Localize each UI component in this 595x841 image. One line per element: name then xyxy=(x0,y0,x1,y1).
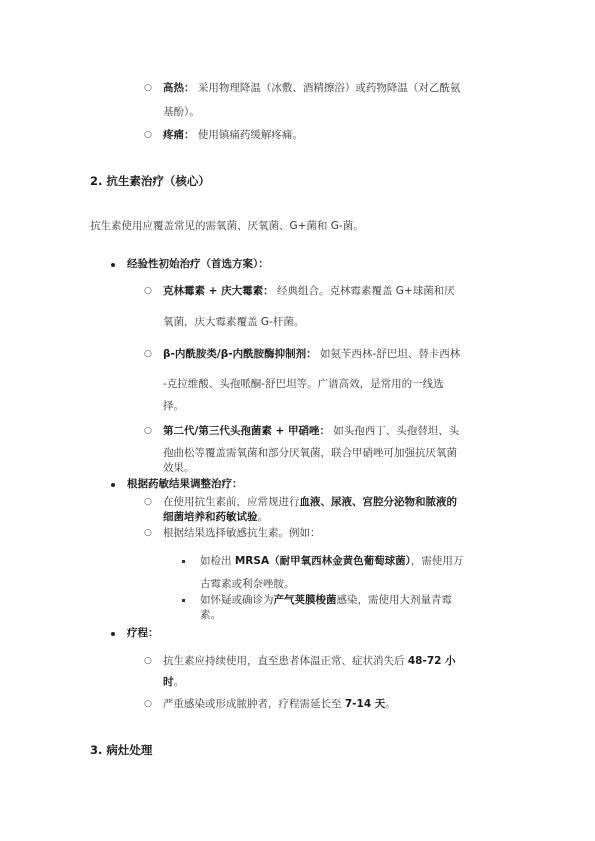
fever-line xyxy=(163,81,460,95)
adjust-sub-2-text: 如怀疑或确诊为 xyxy=(200,594,274,606)
empirical-item-1-text: 经典组合。克林霉素覆盖 G+球菌和厌 xyxy=(276,285,455,297)
empirical-item-3 xyxy=(163,424,459,438)
course-item-1-end: 。 xyxy=(173,676,184,688)
section-2-intro: 抗生素使用应覆盖常见的需氧菌、厌氧菌、G+菌和 G-菌。 xyxy=(90,220,364,232)
empirical-title: 经验性初始治疗（首选方案）： xyxy=(127,258,269,270)
adjust-sub-2 xyxy=(200,593,452,607)
empirical-item-3-label: 第二代/第三代头孢菌素 + 甲硝唑： xyxy=(163,425,330,437)
empirical-item-2-text: 如氨苄西林-舒巴坦、替卡西林 xyxy=(319,348,461,360)
course-item-1 xyxy=(163,654,456,668)
adjust-sub-2-bold: 产气荚膜梭菌 xyxy=(273,594,337,606)
circle-bullet-icon: ○ xyxy=(144,528,152,538)
empirical-item-1-label: 克林霉素 + 庆大霉素： xyxy=(163,285,274,297)
course-item-2-bold: 7-14 天 xyxy=(344,698,386,710)
adjust-sub-1-post: ，需使用万 xyxy=(410,555,464,567)
pain-line xyxy=(163,128,303,142)
circle-bullet-icon: ○ xyxy=(144,497,152,507)
pain-text: 使用镇痛药缓解疼痛。 xyxy=(197,129,303,141)
course-item-2 xyxy=(163,697,396,711)
adjust-sub-2-post: 感染，需使用大剂量青霉 xyxy=(336,594,452,606)
adjust-item-1-text: 在使用抗生素前，应常规进行 xyxy=(163,496,300,508)
course-item-1-bold: 48-72 小 xyxy=(407,655,456,667)
empirical-item-3-cont: 孢曲松等覆盖需氧菌和部分厌氧菌，联合甲硝唑可加强抗厌氧菌 xyxy=(163,447,457,459)
adjust-sub-1-bold: MRSA（耐甲氧西林金黄色葡萄球菌） xyxy=(234,555,411,567)
circle-bullet-icon: ○ xyxy=(144,426,152,436)
bullet-icon xyxy=(111,483,115,487)
course-item-1-bold-cont: 时 xyxy=(163,676,174,688)
adjust-item-1-bold-cont: 细菌培养和药敏试验 xyxy=(163,511,258,523)
adjust-sub-2-cont: 素。 xyxy=(200,609,221,621)
square-bullet-icon xyxy=(182,560,185,563)
circle-bullet-icon: ○ xyxy=(144,286,152,296)
empirical-item-3-cont2: 效果。 xyxy=(163,462,195,474)
adjust-item-1 xyxy=(163,495,457,509)
circle-bullet-icon: ○ xyxy=(144,699,152,709)
section-3-heading: 3. 病灶处理 xyxy=(90,743,153,757)
fever-label: 高热： xyxy=(163,82,195,94)
circle-bullet-icon: ○ xyxy=(144,83,152,93)
adjust-item-1-bold: 血液、尿液、宫腔分泌物和脓液的 xyxy=(299,496,457,508)
pain-label: 疼痛： xyxy=(163,129,195,141)
square-bullet-icon xyxy=(182,599,185,602)
adjust-item-1-end: 。 xyxy=(257,511,268,523)
bullet-icon xyxy=(111,263,115,267)
empirical-item-3-text: 如头孢西丁、头孢替坦、头 xyxy=(333,425,460,437)
empirical-item-2 xyxy=(163,347,460,361)
circle-bullet-icon: ○ xyxy=(144,349,152,359)
empirical-item-2-label: β-内酰胺类/β-内酰胺酶抑制剂： xyxy=(163,348,317,360)
empirical-item-1-cont: 氧菌，庆大霉素覆盖 G-杆菌。 xyxy=(163,316,305,328)
section-2-heading: 2. 抗生素治疗（核心） xyxy=(90,174,210,188)
adjust-item-1-cont xyxy=(163,510,268,524)
empirical-item-1 xyxy=(163,284,455,298)
fever-text: 采用物理降温（冰敷、酒精擦浴）或药物降温（对乙酰氨 xyxy=(197,82,461,94)
adjust-sub-1-cont: 古霉素或利奈唑胺。 xyxy=(200,578,295,590)
circle-bullet-icon: ○ xyxy=(144,656,152,666)
circle-bullet-icon: ○ xyxy=(144,130,152,140)
empirical-item-2-cont: -克拉维酸、头孢哌酮-舒巴坦等。广谱高效，是常用的一线选 xyxy=(163,378,444,390)
fever-text-cont: 基酚）。 xyxy=(163,106,200,118)
course-item-1-text: 抗生素应持续使用，直至患者体温正常、症状消失后 xyxy=(163,655,408,667)
empirical-item-2-cont2: 择。 xyxy=(163,400,184,412)
bullet-icon xyxy=(111,632,115,636)
course-title: 疗程： xyxy=(127,627,159,639)
adjust-title: 根据药敏结果调整治疗： xyxy=(127,478,243,490)
adjust-item-2: 根据结果选择敏感抗生素。例如： xyxy=(163,527,321,539)
course-item-2-end: 。 xyxy=(385,698,396,710)
course-item-2-text: 严重感染或形成脓肿者，疗程需延长至 xyxy=(163,698,345,710)
adjust-sub-1-text: 如检出 xyxy=(200,555,235,567)
adjust-sub-1 xyxy=(200,554,463,568)
course-item-1-cont xyxy=(163,675,184,689)
